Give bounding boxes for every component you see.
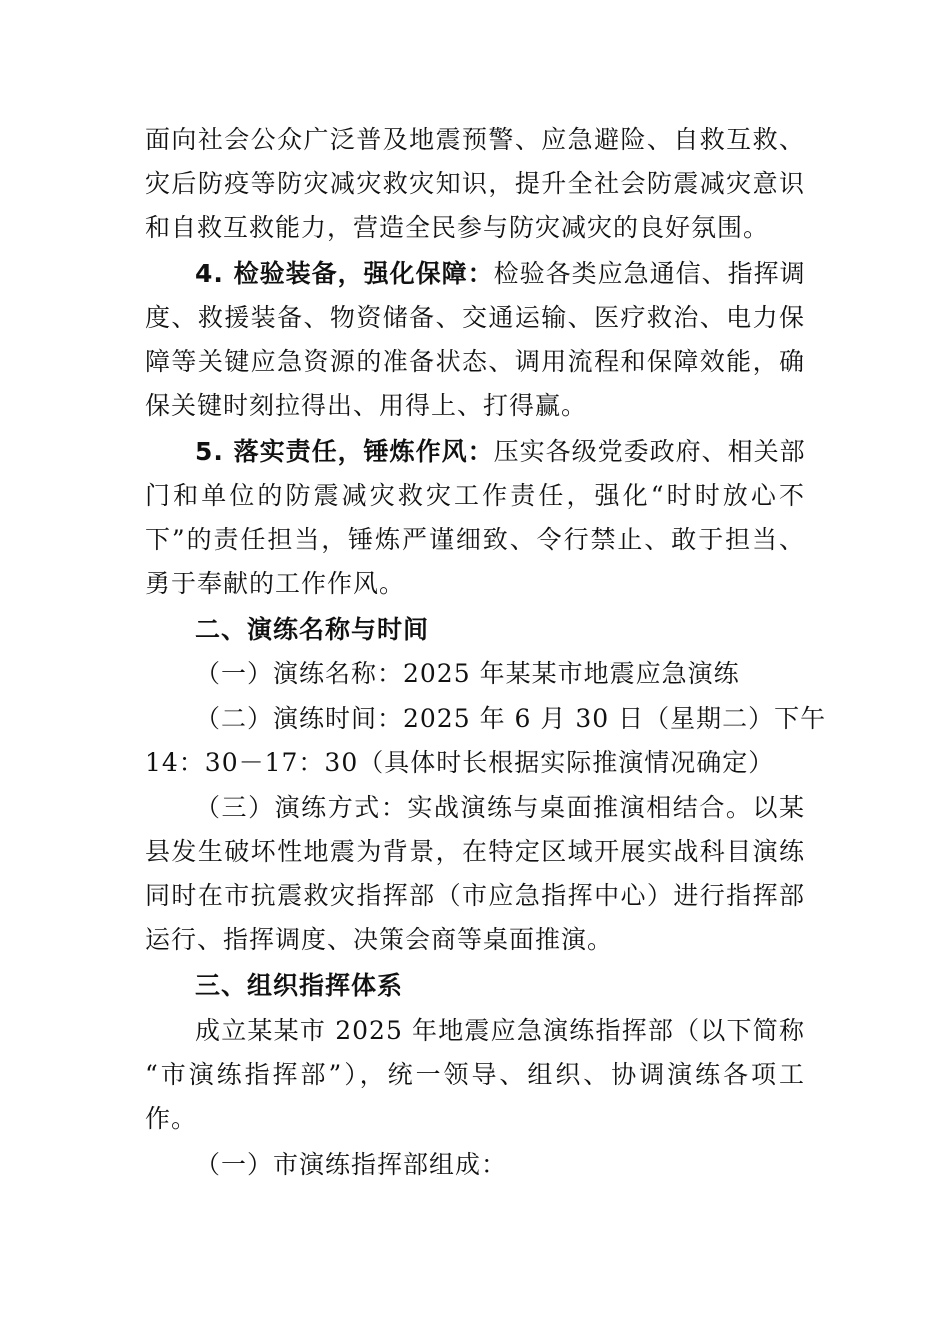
section2-name-line: （一）演练名称：2025 年某某市地震应急演练 [195,659,740,688]
item5-line-1 [195,430,805,474]
item4-line1-rest: 检验各类应急通信、指挥调 [493,259,806,288]
item5-label: 5. 落实责任，锤炼作风： [195,437,494,466]
section3-heading: 三、组织指挥体系 [195,971,404,1000]
para1-line-2: 灾后防疫等防灾减灾救灾知识，提升全社会防震减灾意识 [145,169,805,198]
section3-intro-line-2: “市演练指挥部”），统一领导、组织、协调演练各项工 [145,1060,805,1089]
item5-line-2: 门和单位的防震减灾救灾工作责任，强化“时时放心不 [145,481,805,510]
section2-mode-line-2: 县发生破坏性地震为背景，在特定区域开展实战科目演练 [145,837,805,866]
section3-intro-line-3: 作。 [145,1104,198,1133]
para1-line-3: 和自救互救能力，营造全民参与防灾减灾的良好氛围。 [145,213,770,242]
para1-line-1: 面向社会公众广泛普及地震预警、应急避险、自救互救、 [145,125,805,154]
section2-time-line-2: 14：30－17：30（具体时长根据实际推演情况确定） [145,748,775,777]
item5-line-4: 勇于奉献的工作作风。 [145,569,406,598]
section2-heading: 二、演练名称与时间 [195,615,430,644]
section3-intro-line-1: 成立某某市 2025 年地震应急演练指挥部（以下简称 [195,1016,805,1045]
document-page [145,0,827,1344]
item4-line-3: 障等关键应急资源的准备状态、调用流程和保障效能，确 [145,347,805,376]
section2-mode-line-1: （三）演练方式：实战演练与桌面推演相结合。以某 [195,793,805,822]
section2-mode-line-4: 运行、指挥调度、决策会商等桌面推演。 [145,925,614,954]
item5-line-3: 下”的责任担当，锤炼严谨细致、令行禁止、敢于担当、 [145,525,805,554]
item4-line-2: 度、救援装备、物资储备、交通运输、医疗救治、电力保 [145,303,805,332]
section2-mode-line-3: 同时在市抗震救灾指挥部（市应急指挥中心）进行指挥部 [145,881,805,910]
section3-sub1: （一）市演练指挥部组成： [195,1150,508,1179]
section2-time-line-1: （二）演练时间：2025 年 6 月 30 日（星期二）下午 [195,704,827,733]
item4-line-4: 保关键时刻拉得出、用得上、打得赢。 [145,391,588,420]
item4-line-1 [195,252,805,296]
item5-line1-rest: 压实各级党委政府、相关部 [493,437,806,466]
item4-label: 4. 检验装备，强化保障： [195,259,494,288]
